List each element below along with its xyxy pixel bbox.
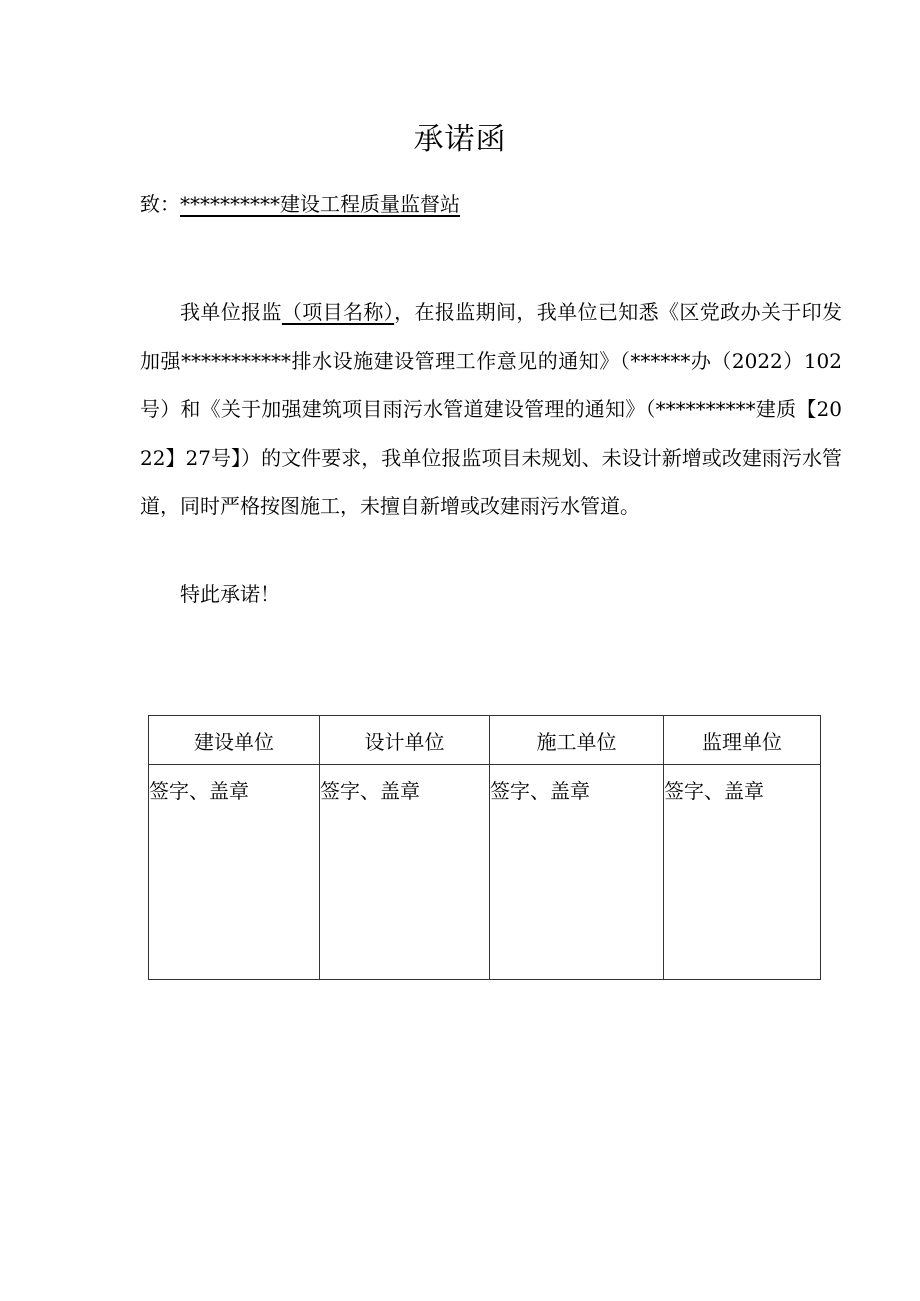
header-construction-unit: 建设单位 (149, 716, 320, 765)
signature-table-row (149, 765, 821, 980)
document-title: 承诺函 (413, 122, 507, 157)
signature-table (148, 715, 821, 980)
header-design-unit: 设计单位 (320, 716, 490, 765)
closing-statement: 特此承诺！ (180, 582, 280, 606)
sign-cell-supervision-unit[interactable]: 签字、盖章 (664, 765, 821, 980)
recipient-prefix: 致： (140, 192, 180, 216)
signature-table-header-row (149, 716, 821, 765)
sign-cell-design-unit[interactable]: 签字、盖章 (320, 765, 490, 980)
header-supervision-unit: 监理单位 (664, 716, 821, 765)
body-paragraph (140, 288, 842, 531)
header-builder-unit: 施工单位 (490, 716, 664, 765)
recipient-line (140, 188, 460, 220)
sign-cell-construction-unit[interactable]: 签字、盖章 (149, 765, 320, 980)
recipient-name: **********建设工程质量监督站 (180, 192, 460, 216)
body-part-2: ，在报监期间，我单位已知悉《区党政办关于印发加强***********排水设施建设管理工作意见的通知》（******办（2022）102号）和《关于加强建筑项目雨污水管道建设管理的通知》（**********建质【2022】27号】）的文件要求，我单位报监项目未规划、未设计新增或改建雨污水管道，同时严格按图施工，未擅自新增或改建雨污水管道。 (140, 300, 842, 518)
body-part-1: 我单位报监 (180, 300, 282, 324)
sign-cell-builder-unit[interactable]: 签字、盖章 (490, 765, 664, 980)
project-name-placeholder: （项目名称） (281, 300, 395, 324)
